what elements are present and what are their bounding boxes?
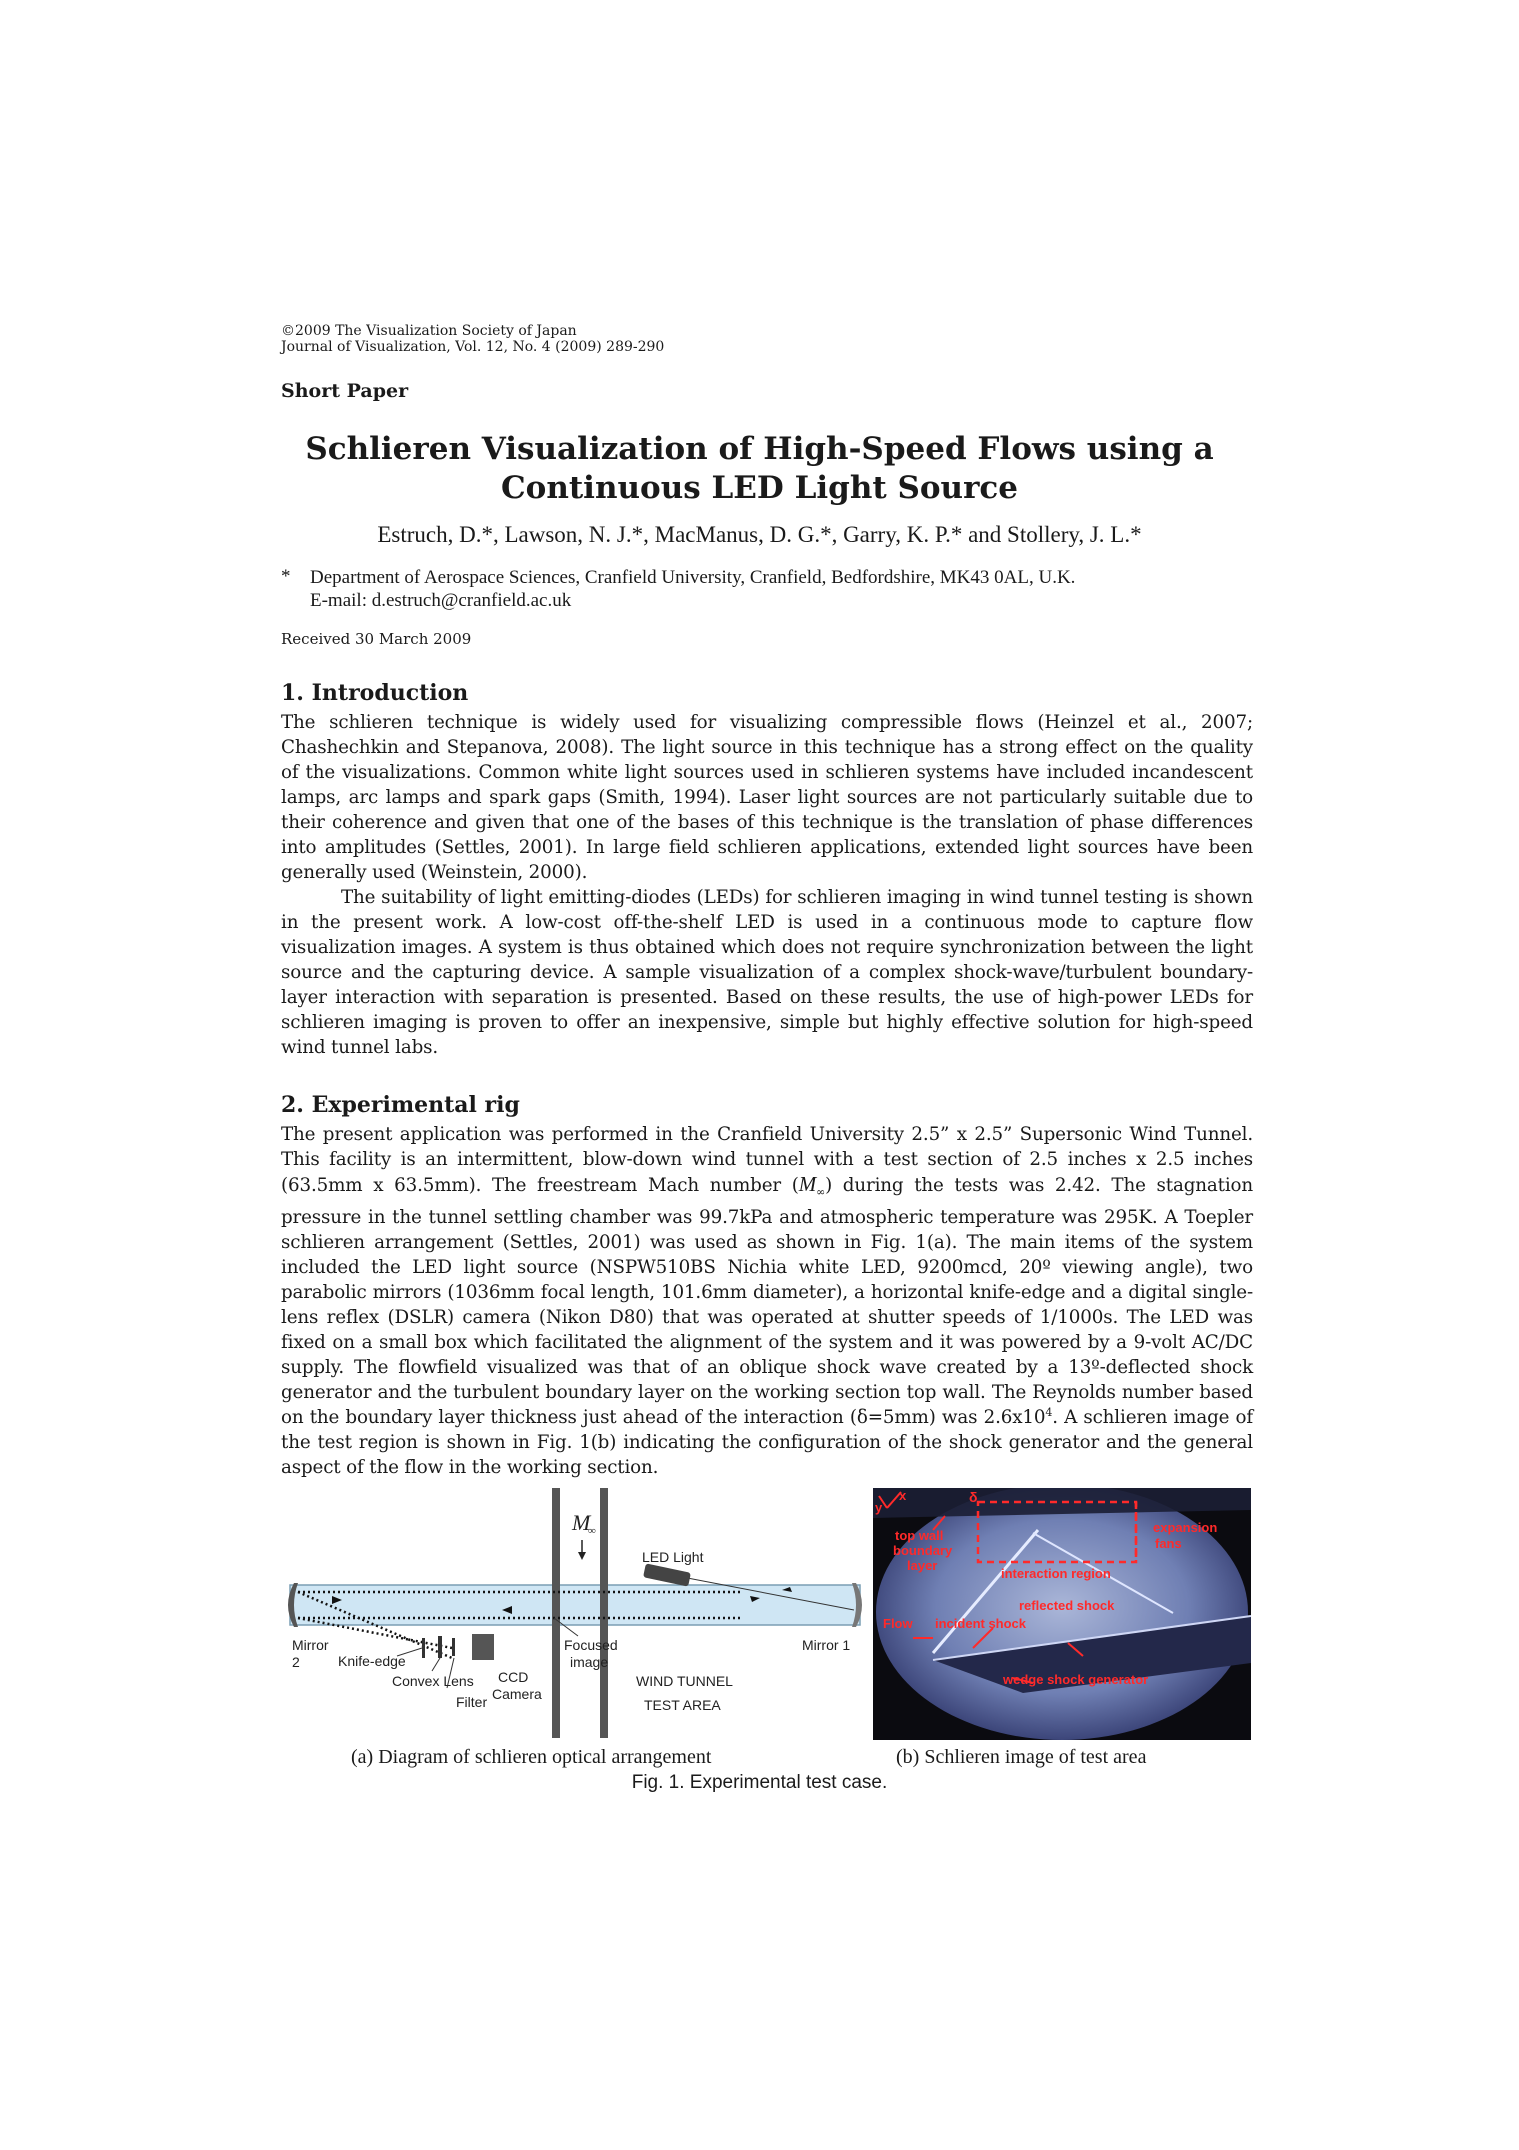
label-wedge-generator: wedge shock generator — [1003, 1672, 1149, 1687]
label-axis-y: y — [875, 1500, 883, 1515]
label-ccd-line2: Camera — [492, 1686, 542, 1702]
fig-a-mach-sub: ∞ — [588, 1525, 596, 1537]
section-2-text-a: The present application was performed in the Cranfield University 2.5” x 2.5” Supersonic Wind Tunnel. This facility is an intermittent, blow-down wind tunnel with a test section of 2.5 inches x 2.5 inches (63.5mm x 63.5mm). The freestream Mach number ( — [281, 1124, 1253, 1196]
section-2-text-c: . A schlieren image of the test region is shown in Fig. 1(b) indicating the configuration of the shock generator and the general aspect of the flow in the working section. — [281, 1406, 1253, 1478]
section-1-body — [281, 710, 1253, 1060]
mach-symbol: M — [798, 1172, 817, 1196]
mach-arrowhead — [578, 1552, 586, 1560]
figure-b-image — [873, 1488, 1251, 1740]
mach-subscript: ∞ — [816, 1185, 826, 1199]
label-interaction-region: interaction region — [1001, 1566, 1111, 1581]
label-axis-x: x — [899, 1488, 907, 1503]
label-mirror-1: Mirror 1 — [802, 1637, 851, 1653]
section-1-paragraph-2: The suitability of light emitting-diodes (LEDs) for schlieren imaging in wind tunnel testing is shown in the present work. A low-cost off-the-shelf LED is used in a continuous mode to capture flow visualization images. A system is thus obtained which does not require synchronization between the light source and the capturing device. A sample visualization of a complex shock-wave/turbulent boundary-layer interaction with separation is presented. Based on these results, the use of high-power LEDs for schlieren imaging is proven to offer an inexpensive, simple but highly effective solution for high-speed wind tunnel labs. — [281, 887, 1253, 1058]
label-top-wall-2: boundary — [893, 1543, 953, 1558]
label-expansion-2: fans — [1155, 1536, 1182, 1551]
affiliation-marker: * — [281, 566, 291, 587]
label-flow: Flow — [883, 1616, 913, 1631]
knife-edge-part — [422, 1638, 425, 1658]
tunnel-wall-right — [600, 1488, 608, 1738]
section-2-paragraph — [281, 1122, 1253, 1480]
label-focused-line1: Focused — [564, 1637, 618, 1653]
authors: Estruch, D.*, Lawson, N. J.*, MacManus, D. G.*, Garry, K. P.* and Stollery, J. L.* — [377, 522, 1142, 547]
fig-a-mach-label: M — [572, 1510, 591, 1535]
label-top-wall-3: layer — [907, 1558, 938, 1573]
label-reflected-shock: reflected shock — [1019, 1598, 1115, 1613]
journal-line: Journal of Visualization, Vol. 12, No. 4 (2009) 289-290 — [281, 339, 665, 355]
label-mirror-2-line1: Mirror — [292, 1637, 329, 1653]
label-wind-tunnel: WIND TUNNEL — [636, 1673, 733, 1689]
leader-lens — [432, 1658, 440, 1671]
label-incident-shock: incident shock — [935, 1616, 1027, 1631]
copyright-line: ©2009 The Visualization Society of Japan — [281, 323, 577, 339]
section-1-paragraph-1: The schlieren technique is widely used for visualizing compressible flows (Heinzel et al., 2007; Chashechkin and Stepanova, 2008). The light source in this technique has a strong effect on the quality of the visualizations. Common white light sources used in schlieren systems have included incandescent lamps, arc lamps and spark gaps (Smith, 1994). Laser light sources are not particularly suitable due to their coherence and given that one of the bases of this technique is the translation of phase differences into amplitudes (Settles, 2001). In large field schlieren applications, extended light sources have been generally used (Weinstein, 2000). — [281, 712, 1253, 883]
section-1-heading: 1. Introduction — [281, 680, 469, 706]
tunnel-wall-left — [552, 1488, 560, 1738]
label-expansion-1: expansion — [1153, 1520, 1218, 1535]
label-knife-edge: Knife-edge — [338, 1653, 406, 1669]
affiliation — [310, 566, 1075, 612]
led-light-body — [643, 1563, 691, 1586]
label-convex-lens: Convex Lens — [392, 1673, 474, 1689]
label-mirror-2-line2: 2 — [292, 1654, 300, 1670]
section-2-text-b: ) during the tests was 2.42. The stagnation pressure in the tunnel settling chamber was 99.7kPa and atmospheric temperature was 295K. A Toepler schlieren arrangement (Settles, 2001) was used as shown in Fig. 1(a). The main items of the system included the LED light source (NSPW510BS Nichia white LED, 9200mcd, 20º viewing angle), two parabolic mirrors (1036mm focal length, 101.6mm diameter), a horizontal knife-edge and a digital single-lens reflex (DSLR) camera (Nikon D80) that was operated at shutter speeds of 1/1000s. The LED was fixed on a small box which facilitated the alignment of the system and it was powered by a 9-volt AC/DC supply. The flowfield visualized was that of an oblique shock wave created by a 13º-deflected shock generator and the turbulent boundary layer on the working section top wall. The Reynolds number based on the boundary layer thickness just ahead of the interaction (δ=5mm) was 2.6x10 — [281, 1175, 1253, 1428]
page-title — [0, 430, 1519, 508]
title-line-2: Continuous LED Light Source — [500, 470, 1019, 506]
filter-part — [452, 1638, 455, 1656]
label-led-light: LED Light — [642, 1549, 704, 1565]
figure-caption: Fig. 1. Experimental test case. — [631, 1772, 888, 1793]
figure-b-caption: (b) Schlieren image of test area — [896, 1746, 1147, 1768]
reynolds-exponent: 4 — [1045, 1405, 1053, 1419]
label-ccd-line1: CCD — [498, 1669, 529, 1685]
section-2-heading: 2. Experimental rig — [281, 1092, 520, 1118]
figure-a-diagram — [282, 1488, 872, 1738]
paper-type: Short Paper — [281, 380, 409, 402]
convex-lens-part — [438, 1636, 442, 1658]
affiliation-email: E-mail: d.estruch@cranfield.ac.uk — [310, 590, 572, 611]
label-delta: δ — [969, 1489, 978, 1505]
label-focused-line2: image — [570, 1654, 609, 1670]
affiliation-department: Department of Aerospace Sciences, Cranfield University, Cranfield, Bedfordshire, MK43 0AL, U.K. — [310, 567, 1076, 588]
label-filter: Filter — [456, 1694, 488, 1710]
title-line-1: Schlieren Visualization of High-Speed Flows using a — [305, 431, 1214, 467]
label-top-wall-1: top wall — [895, 1528, 944, 1543]
section-2-body — [281, 1122, 1253, 1480]
ccd-camera-body — [472, 1634, 494, 1660]
label-test-area: TEST AREA — [644, 1697, 721, 1713]
figure-a-caption: (a) Diagram of schlieren optical arrangement — [351, 1746, 712, 1768]
received-date: Received 30 March 2009 — [281, 630, 472, 648]
